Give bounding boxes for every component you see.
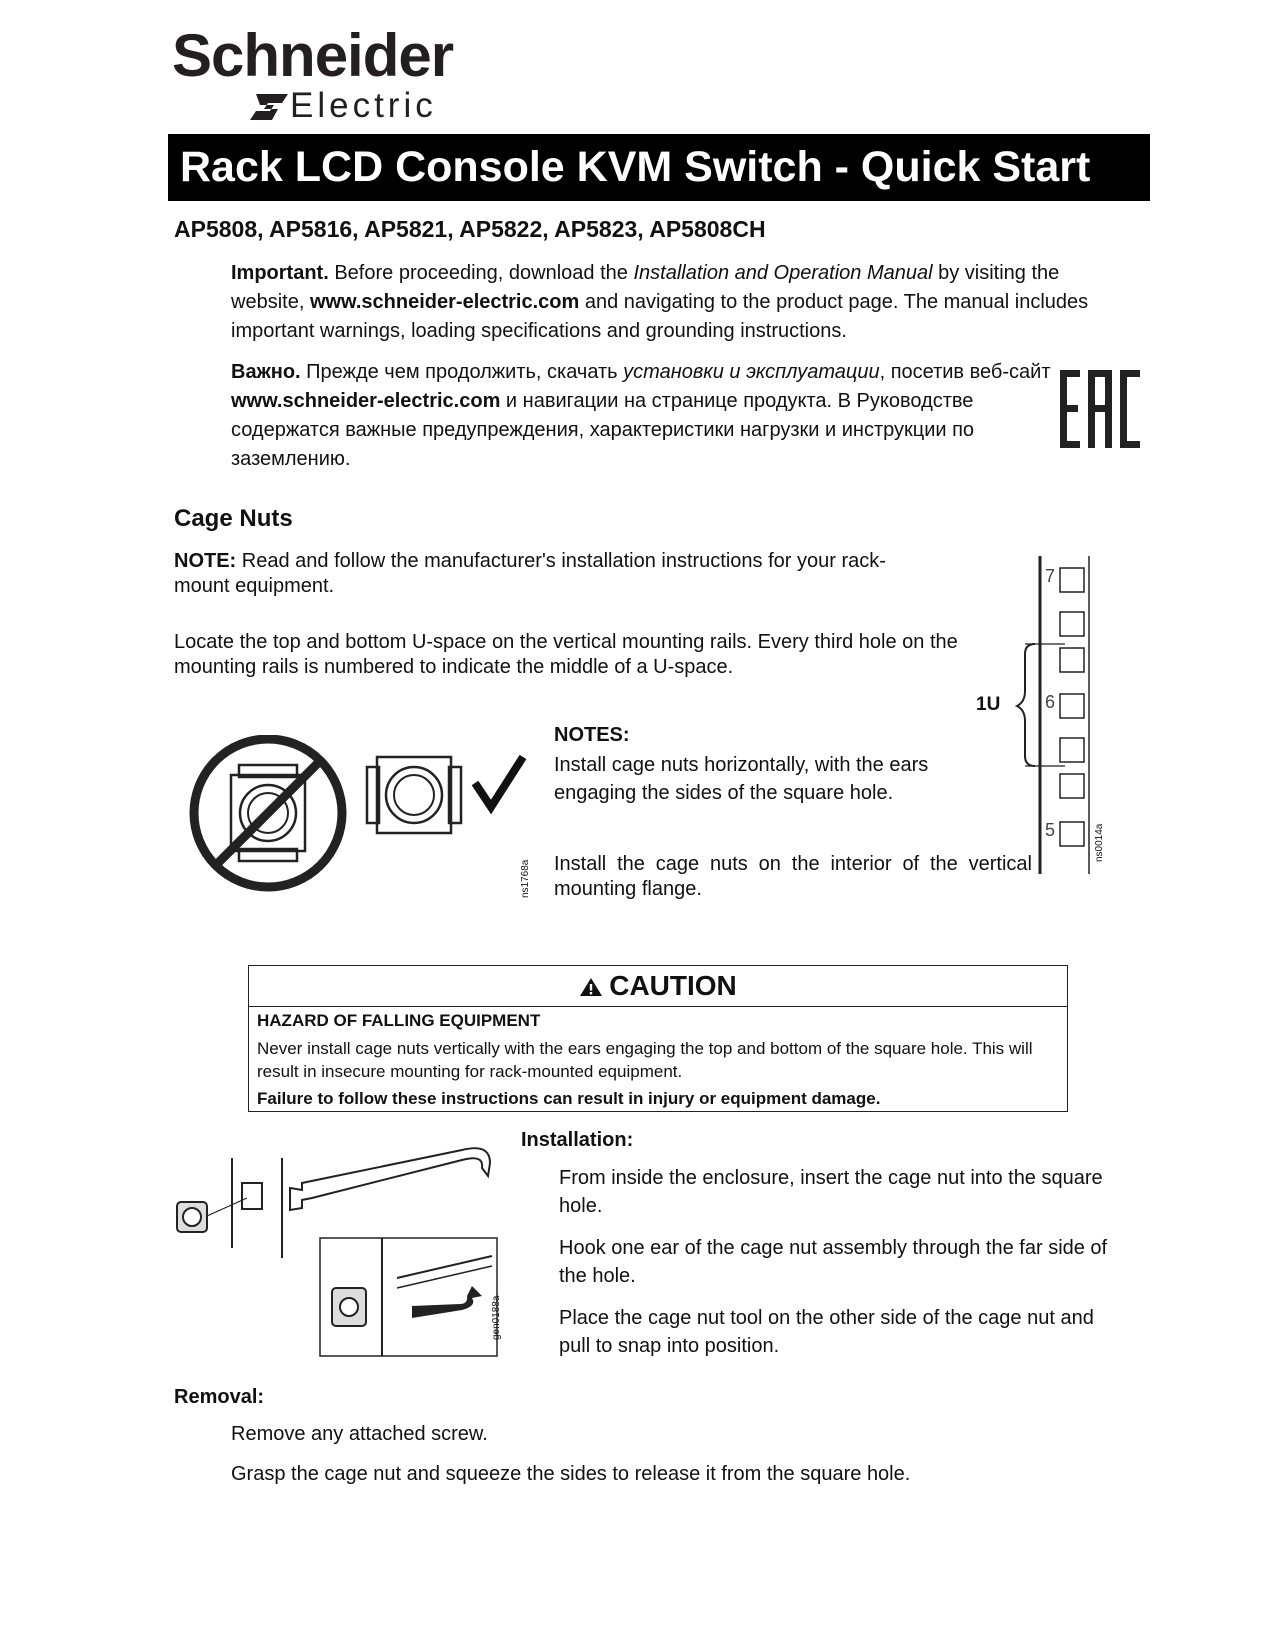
figure-code: ns1768a <box>520 859 531 898</box>
schneider-logo-icon <box>248 90 292 124</box>
rack-number: 6 <box>1045 692 1056 712</box>
manual-title-ru: установки и эксплуатации <box>623 361 880 383</box>
website-link-ru[interactable]: www.schneider-electric.com <box>231 390 501 412</box>
important-label-ru: Важно. <box>231 361 301 383</box>
removal-step: Remove any attached screw. <box>231 1423 488 1445</box>
notes-item: Install the cage nuts on the interior of the vertical mounting flange. <box>554 853 1032 900</box>
important-ru-text-2: , посетив веб-сайт <box>879 361 1051 383</box>
failure-warning: Failure to follow these instructions can result in injury or equipment damage. <box>257 1089 881 1108</box>
hazard-body: Never install cage nuts vertically with the ears engaging the top and bottom of the square hole. This will result in insecure mounting for rack-mounted equipment. <box>257 1039 1033 1081</box>
important-text-1: Before proceeding, download the <box>328 262 634 284</box>
rack-number: 7 <box>1045 566 1056 586</box>
brand-subname: Electric <box>290 86 437 125</box>
installation-step: From inside the enclosure, insert the cage nut into the square hole. <box>559 1167 1103 1217</box>
rack-rail-figure <box>965 556 1115 886</box>
rack-unit-label: 1U <box>976 694 1001 715</box>
installation-heading: Installation: <box>521 1129 634 1151</box>
installation-figure-code: gen0188a <box>491 1295 502 1340</box>
website-link[interactable]: www.schneider-electric.com <box>309 291 580 313</box>
note-text: Read and follow the manufacturer's installation instructions for your rack-mount equipment. <box>174 550 886 597</box>
installation-figure <box>172 1138 512 1363</box>
caution-header <box>249 966 1067 1007</box>
removal-step: Grasp the cage nut and squeeze the sides to release it from the square hole. <box>231 1463 911 1485</box>
manual-title: Installation and Operation Manual <box>633 262 933 284</box>
note-label: NOTE: <box>174 550 237 572</box>
important-ru-text-3: и навигации на странице продукта. В Руководстве содержатся важные предупреждения, характеристики нагрузки и инструкции по заземлению. <box>231 390 975 470</box>
warning-triangle-icon <box>579 977 603 997</box>
important-paragraph-ru <box>231 358 1061 474</box>
note-paragraph <box>174 549 934 599</box>
hazard-title: HAZARD OF FALLING EQUIPMENT <box>257 1011 541 1030</box>
notes-item: Install cage nuts horizontally, with the ears engaging the sides of the square hole. <box>554 754 929 804</box>
section-heading: Cage Nuts <box>174 505 293 532</box>
installation-step: Place the cage nut tool on the other side of the cage nut and pull to snap into position. <box>559 1307 1094 1357</box>
page-title: Rack LCD Console KVM Switch - Quick Start <box>168 134 1150 201</box>
removal-heading: Removal: <box>174 1386 265 1408</box>
incorrect-orientation-icon <box>194 739 342 887</box>
locate-paragraph: Locate the top and bottom U-space on the vertical mounting rails. Every third hole on the mounting rails is numbered to indicate the middle of a U-space. <box>174 631 958 678</box>
model-list: AP5808, AP5816, AP5821, AP5822, AP5823, AP5808CH <box>174 216 766 242</box>
notes-heading: NOTES: <box>554 724 630 746</box>
important-text-3: and navigating to the product page. The manual includes important warnings, loading specifications and grounding instructions. <box>231 291 1089 342</box>
caution-title: CAUTION <box>609 970 737 1001</box>
important-ru-text-1: Прежде чем продолжить, скачать <box>300 361 624 383</box>
caution-box <box>248 965 1068 1112</box>
brand-name: Schneider <box>172 22 454 89</box>
important-text-2: by visiting the website, <box>231 262 1060 313</box>
rack-figure-code: ns0014a <box>1094 823 1105 862</box>
cage-nut-orientation-figure <box>185 735 555 895</box>
rack-number: 5 <box>1045 820 1056 840</box>
installation-step: Hook one ear of the cage nut assembly through the far side of the hole. <box>559 1237 1108 1287</box>
eac-mark-icon <box>1060 370 1140 448</box>
correct-orientation-icon <box>367 757 523 833</box>
important-label: Important. <box>231 262 329 284</box>
important-paragraph <box>231 259 1131 346</box>
